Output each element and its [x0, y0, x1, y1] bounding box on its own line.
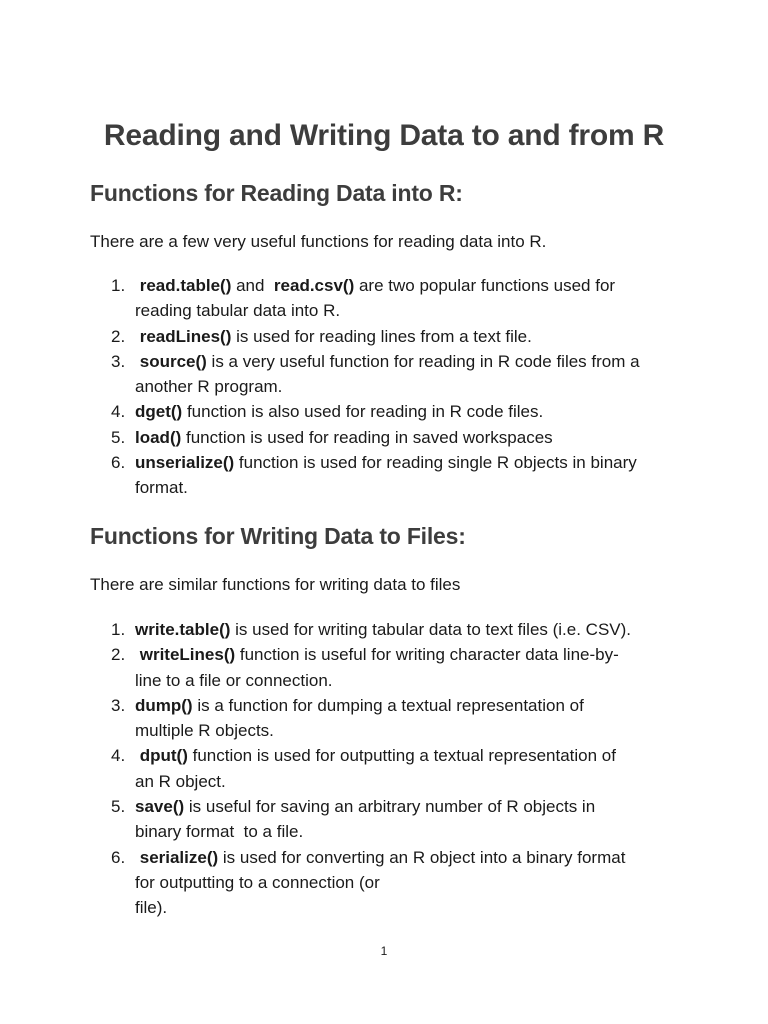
- list-number: 6.: [111, 453, 126, 473]
- list-text: function is used for outputting a textual representation of: [187, 746, 616, 766]
- list-item: [90, 642, 690, 693]
- list-number: 1.: [111, 276, 126, 295]
- list-number: 3.: [111, 695, 126, 715]
- list-number: 4.: [111, 746, 126, 766]
- list-item: [90, 794, 690, 845]
- list-text: an R object.: [135, 771, 226, 791]
- list-text: binary format to a file.: [135, 822, 304, 842]
- list-number: 5.: [111, 797, 126, 817]
- list-text: function is also used for reading in R code files.: [182, 402, 544, 422]
- list-text: another R program.: [135, 377, 283, 397]
- reading-heading: Functions for Reading Data into R:: [90, 180, 463, 206]
- list-text: are two popular functions used for: [354, 276, 616, 295]
- list-item: [90, 273, 690, 324]
- list-item: [90, 450, 690, 501]
- list-text: reading tabular data into R.: [135, 301, 341, 321]
- list-item: [90, 425, 690, 450]
- writing-intro: There are similar functions for writing data to files: [90, 575, 461, 594]
- function-name: read.table(): [139, 276, 232, 295]
- list-number: 2.: [111, 326, 126, 346]
- page-number: 1: [380, 944, 388, 958]
- list-item: [90, 845, 690, 921]
- list-item: [90, 743, 690, 794]
- list-item: [90, 324, 690, 349]
- function-name: dget(): [135, 402, 183, 422]
- function-name: serialize(): [139, 847, 219, 867]
- list-text: multiple R objects.: [135, 721, 274, 741]
- function-name: dump(): [135, 695, 193, 715]
- list-text: file).: [135, 898, 168, 918]
- list-text: is used for reading lines from a text file.: [231, 326, 532, 346]
- list-item: [90, 349, 690, 400]
- list-text: for outputting to a connection (or: [135, 872, 380, 892]
- writing-list: [90, 617, 690, 921]
- function-name: readLines(): [139, 326, 232, 346]
- list-text: is used for writing tabular data to text files (i.e. CSV).: [230, 620, 632, 639]
- reading-intro: There are a few very useful functions for reading data into R.: [90, 232, 547, 251]
- list-text: line to a file or connection.: [135, 670, 333, 690]
- list-number: 4.: [111, 402, 126, 422]
- reading-list: [90, 273, 690, 501]
- list-text: format.: [135, 478, 188, 498]
- list-number: 3.: [111, 351, 126, 371]
- function-name: write.table(): [135, 620, 231, 639]
- list-item: [90, 399, 690, 424]
- writing-heading: Functions for Writing Data to Files:: [90, 523, 466, 549]
- function-name: source(): [139, 351, 207, 371]
- list-item: [90, 693, 690, 744]
- list-text: function is used for reading single R objects in binary: [234, 453, 637, 473]
- list-text: is a very useful function for reading in R code files from a: [206, 351, 640, 371]
- list-number: 2.: [111, 645, 126, 665]
- list-number: 1.: [111, 620, 126, 639]
- list-text: function is useful for writing character data line-by-: [235, 645, 619, 665]
- list-number: 6.: [111, 847, 126, 867]
- list-text: function is used for reading in saved workspaces: [181, 427, 553, 447]
- function-name: writeLines(): [139, 645, 236, 665]
- function-name: unserialize(): [135, 453, 235, 473]
- list-text: is useful for saving an arbitrary number of R objects in: [184, 797, 596, 817]
- function-name: dput(): [139, 746, 188, 766]
- function-name: load(): [135, 427, 182, 447]
- list-text: is a function for dumping a textual representation of: [192, 695, 584, 715]
- list-text: and: [231, 276, 270, 295]
- function-name: save(): [135, 797, 185, 817]
- function-name: read.csv(): [273, 276, 355, 295]
- list-number: 5.: [111, 427, 126, 447]
- list-item: [90, 617, 690, 642]
- page-title: Reading and Writing Data to and from R: [103, 119, 665, 152]
- list-text: is used for converting an R object into a binary format: [218, 847, 626, 867]
